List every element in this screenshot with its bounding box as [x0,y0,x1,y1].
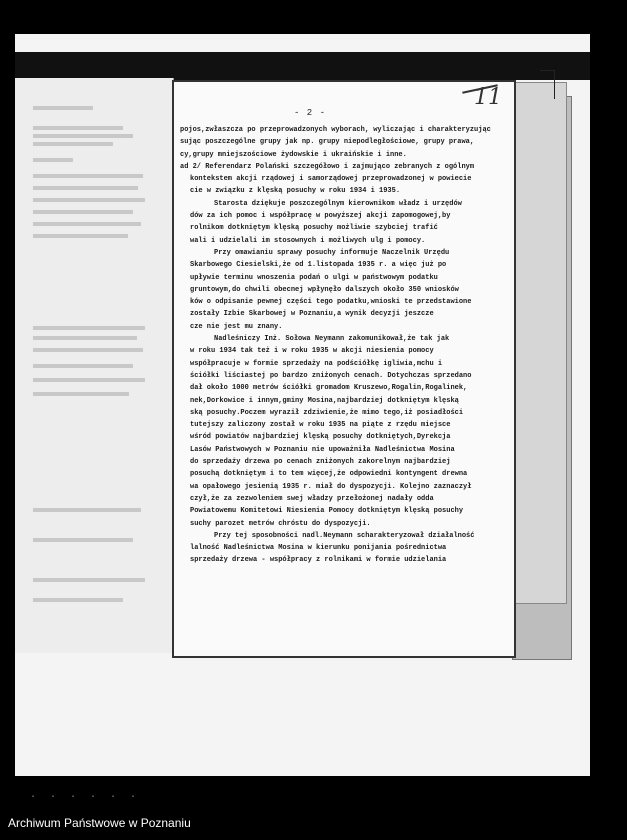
text-line: kontekstem akcji rządowej i samorządowej przeprowadzonej w powiecie [190,175,472,184]
faded-text [33,364,133,368]
text-line: wa opałowego jesienią 1935 r. miał do dyspozycji. Kolejno zaznaczył [190,482,472,491]
text-line: zostały Izbie Skarbowej w Poznaniu,a wynik decyzji jeszcze [190,310,434,319]
faded-text [33,234,128,238]
text-line: gruntowym,do chwili obecnej wpłynęło dalszych około 350 wniosków [190,285,459,294]
text-line: sując poszczególne grupy jak np. grupy niepodległościowe, grupy prawa, [180,138,475,147]
archive-caption: Archiwum Państwowe w Poznaniu [8,816,191,830]
faded-text [33,508,141,512]
text-line: lalność Nadleśnictwa Mosina w kierunku ponijania pośrednictwa [190,544,447,553]
left-page [15,78,174,653]
text-line: Starosta dziękuje poszczególnym kierownikom władz i urzędów [214,199,462,208]
faded-text [33,378,145,382]
text-line: Lasów Państwowych w Poznaniu nie upoważniła Nadleśnictwa Mosina [190,445,455,454]
text-line: Przy tej sposobności nadl.Neymann scharakteryzował działalność [214,531,475,540]
text-line: dał około 1000 metrów ściółki gromadom Kruszewo,Rogalin,Rogalinek, [190,384,468,393]
faded-text [33,538,133,542]
text-line: rolnikom dotkniętym klęską posuchy możliwie szybciej trafić [190,224,438,233]
text-line: upływie terminu wnoszenia podań o ulgi w państwowym podatku [190,273,438,282]
faded-text [33,198,145,202]
faded-text [33,134,133,138]
text-line: Skarbowego Ciesielski,że od 1.listopada 1935 r. a więc już po [190,261,447,270]
faded-text [33,174,143,178]
text-line: suchy parozet metrów chróstu do dyspozycji. [190,519,371,528]
document-page [172,80,516,658]
text-line: współpracuje w formie sprzedaży na podściółkę igliwia,mchu i [190,359,443,368]
text-line: wśród powiatów najbardziej klęską posuchy dotkniętych,Dyrekcja [190,433,451,442]
text-line: sprzedaży drzewa - współpracy z rolnikami w formie udzielania [190,556,447,565]
text-line: w roku 1934 tak też i w roku 1935 w akcji niesienia pomocy [190,347,434,356]
faded-text [33,222,141,226]
page-number: - 2 - [294,108,327,118]
text-line: cze nie jest mu znany. [190,322,283,331]
text-line: dów za ich pomoc i współpracę w powyższej akcji zapomogowej,by [190,212,451,221]
faded-text [33,158,73,162]
crop-mark [540,70,555,99]
text-line: pojos,zwłaszcza po przeprowadzonych wyborach, wyliczając i charakteryzując [180,126,491,134]
text-line: ską posuchy.Poczem wyraził zdziwienie,że mimo tego,iż posiadłości [190,408,464,417]
faded-text [33,210,133,214]
faded-text [33,336,137,340]
faded-text [33,598,123,602]
faded-text [33,142,113,146]
text-line: cie w związku z klęską posuchy w roku 1934 i 1935. [190,187,401,196]
text-line: wali i udzielali im stosownych i możliwych ulg i pomocy. [190,236,426,245]
faded-text [33,106,93,110]
typewritten-text [180,124,512,567]
text-line: do sprzedaży drzewa po cenach zniżonych zakorelnym najbardziej [190,458,451,467]
faded-text [33,326,145,330]
text-line: czył,że za zezwoleniem swej władzy przełożonej nadały odda [190,494,434,503]
text-line: cy,grupy mniejszościowe żydowskie i ukraińskie i inne. [180,150,407,159]
text-line: posuchą dotkniętym i to tem więcej,że odpowiedni kontyngent drewna [190,470,468,479]
faded-text [33,578,145,582]
text-line: nek,Dorkowice i innym,gminy Mosina,najbardziej dotkniętym klęską [190,396,459,405]
text-line: ad 2/ Referendarz Polański szczegółowo i zajmująco zebranych z ogólnym [180,162,475,171]
text-line: tutejszy zaliczony został w roku 1935 na piąte z rzędu miejsce [190,421,451,430]
text-line: Nadleśniczy Inż. Sołowa Neymann zakomunikował,że tak jak [214,335,450,344]
text-line: ściółki liściastej po bardzo zniżonych cenach. Dotychczas sprzedano [190,371,472,380]
film-edge-marks: · · · · · · [30,792,141,803]
text-line: Powiatowemu Komitetowi Niesienia Pomocy dotkniętym klęską posuchy [190,507,464,516]
faded-text [33,126,123,130]
text-line: ków o odpisanie pewnej części tego podatku,wnioski te przedstawione [190,298,472,307]
text-line: Przy omawianiu sprawy posuchy informuje Naczelnik Urzędu [214,248,450,257]
faded-text [33,348,143,352]
faded-text [33,186,138,190]
folder-binding [15,52,590,80]
faded-text [33,392,129,396]
archive-folio-number: 11 [474,85,502,110]
